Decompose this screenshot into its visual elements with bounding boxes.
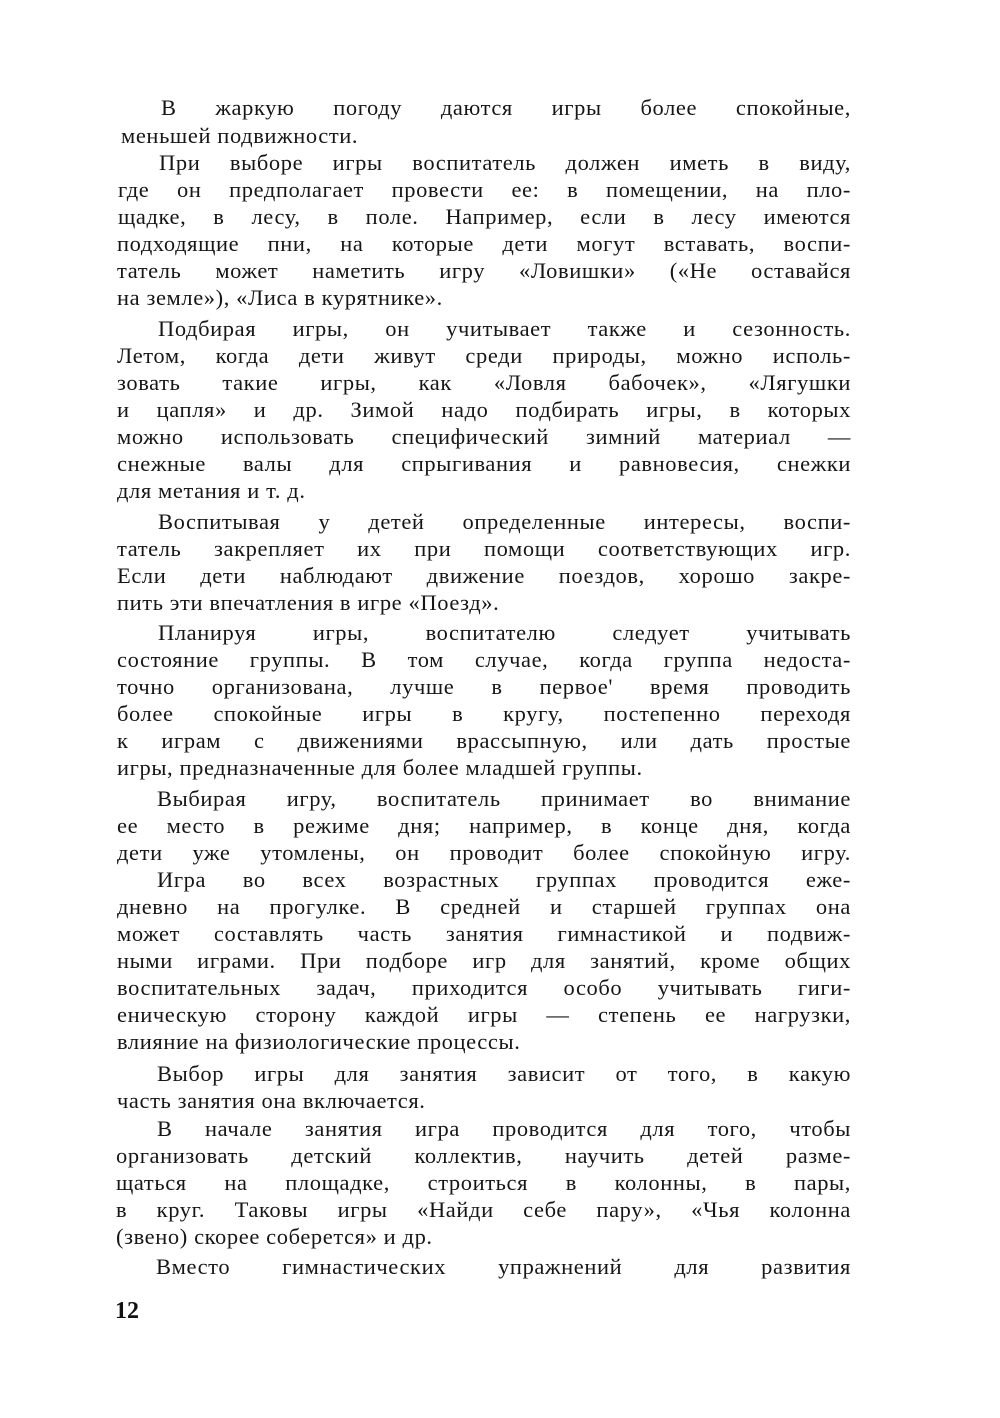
text-line: точно организована, лучше в первое' время проводить (117, 674, 851, 699)
text-line: В начале занятия игра проводится для того, чтобы (157, 1116, 851, 1141)
text-line: более спокойные игры в кругу, постепенно переходя (117, 701, 851, 726)
text-line: ее место в режиме дня; например, в конце дня, когда (117, 813, 851, 838)
text-line: Подбирая игры, он учитывает также и сезонность. (158, 316, 851, 341)
text-line: Игра во всех возрастных группах проводится еже- (157, 867, 851, 892)
text-line: дети уже утомлены, он проводит более спокойную игру. (117, 840, 851, 865)
text-line: Воспитывая у детей определенные интересы, воспи- (158, 509, 851, 534)
text-line: подходящие пни, на которые дети могут вставать, воспи- (117, 231, 851, 256)
text-line: татель может наметить игру «Ловишки» («Не оставайся (117, 258, 851, 283)
text-line: татель закрепляет их при помощи соответствующих игр. (117, 536, 851, 561)
text-line: (звено) скорее соберется» и др. (116, 1224, 433, 1249)
text-line: Планируя игры, воспитателю следует учитывать (158, 620, 851, 645)
text-line: часть занятия она включается. (117, 1088, 426, 1113)
text-line: может составлять часть занятия гимнастикой и подвиж- (117, 921, 851, 946)
text-line: В жаркую погоду даются игры более спокойные, (161, 95, 851, 120)
text-line: ными играми. При подборе игр для занятий, кроме общих (117, 948, 851, 973)
text-line: пить эти впечатления в игре «Поезд». (117, 590, 500, 615)
text-line: Если дети наблюдают движение поездов, хорошо закре- (117, 563, 851, 588)
text-line: на земле»), «Лиса в курятнике». (117, 285, 443, 310)
text-line: щаться на площадке, строиться в колонны, в пары, (116, 1170, 851, 1195)
text-line: снежные валы для спрыгивания и равновесия, снежки (117, 451, 851, 476)
text-line: Выбирая игру, воспитатель принимает во внимание (157, 786, 851, 811)
text-line: Летом, когда дети живут среди природы, можно исполь- (117, 343, 851, 368)
text-line: Вместо гимнастических упражнений для развития (156, 1254, 851, 1279)
text-line: организовать детский коллектив, научить детей разме- (116, 1143, 851, 1168)
text-line: воспитательных задач, приходится особо учитывать гиги- (117, 975, 851, 1000)
page-number: 12 (115, 1298, 139, 1324)
text-line: где он предполагает провести ее: в помещении, на пло- (118, 177, 851, 202)
text-line: еническую сторону каждой игры — степень ее нагрузки, (117, 1002, 851, 1027)
text-line: щадке, в лесу, в поле. Например, если в лесу имеются (118, 204, 851, 229)
text-line: дневно на прогулке. В средней и старшей группах она (117, 894, 851, 919)
text-line: игры, предназначенные для более младшей группы. (117, 755, 643, 780)
text-line: для метания и т. д. (117, 478, 306, 503)
text-line: состояние группы. В том случае, когда группа недоста- (117, 647, 851, 672)
text-line: меньшей подвижности. (121, 123, 359, 148)
text-line: Выбор игры для занятия зависит от того, в какую (157, 1061, 851, 1086)
text-line: и цапля» и др. Зимой надо подбирать игры, в которых (117, 397, 851, 422)
text-line: можно использовать специфический зимний материал — (117, 424, 851, 449)
text-line: При выборе игры воспитатель должен иметь в виду, (159, 150, 851, 175)
text-line: в круг. Таковы игры «Найди себе пару», «Чья колонна (116, 1197, 851, 1222)
text-line: влияние на физиологические процессы. (117, 1029, 521, 1054)
text-line: зовать такие игры, как «Ловля бабочек», «Лягушки (117, 370, 851, 395)
text-line: к играм с движениями врассыпную, или дать простые (117, 728, 851, 753)
